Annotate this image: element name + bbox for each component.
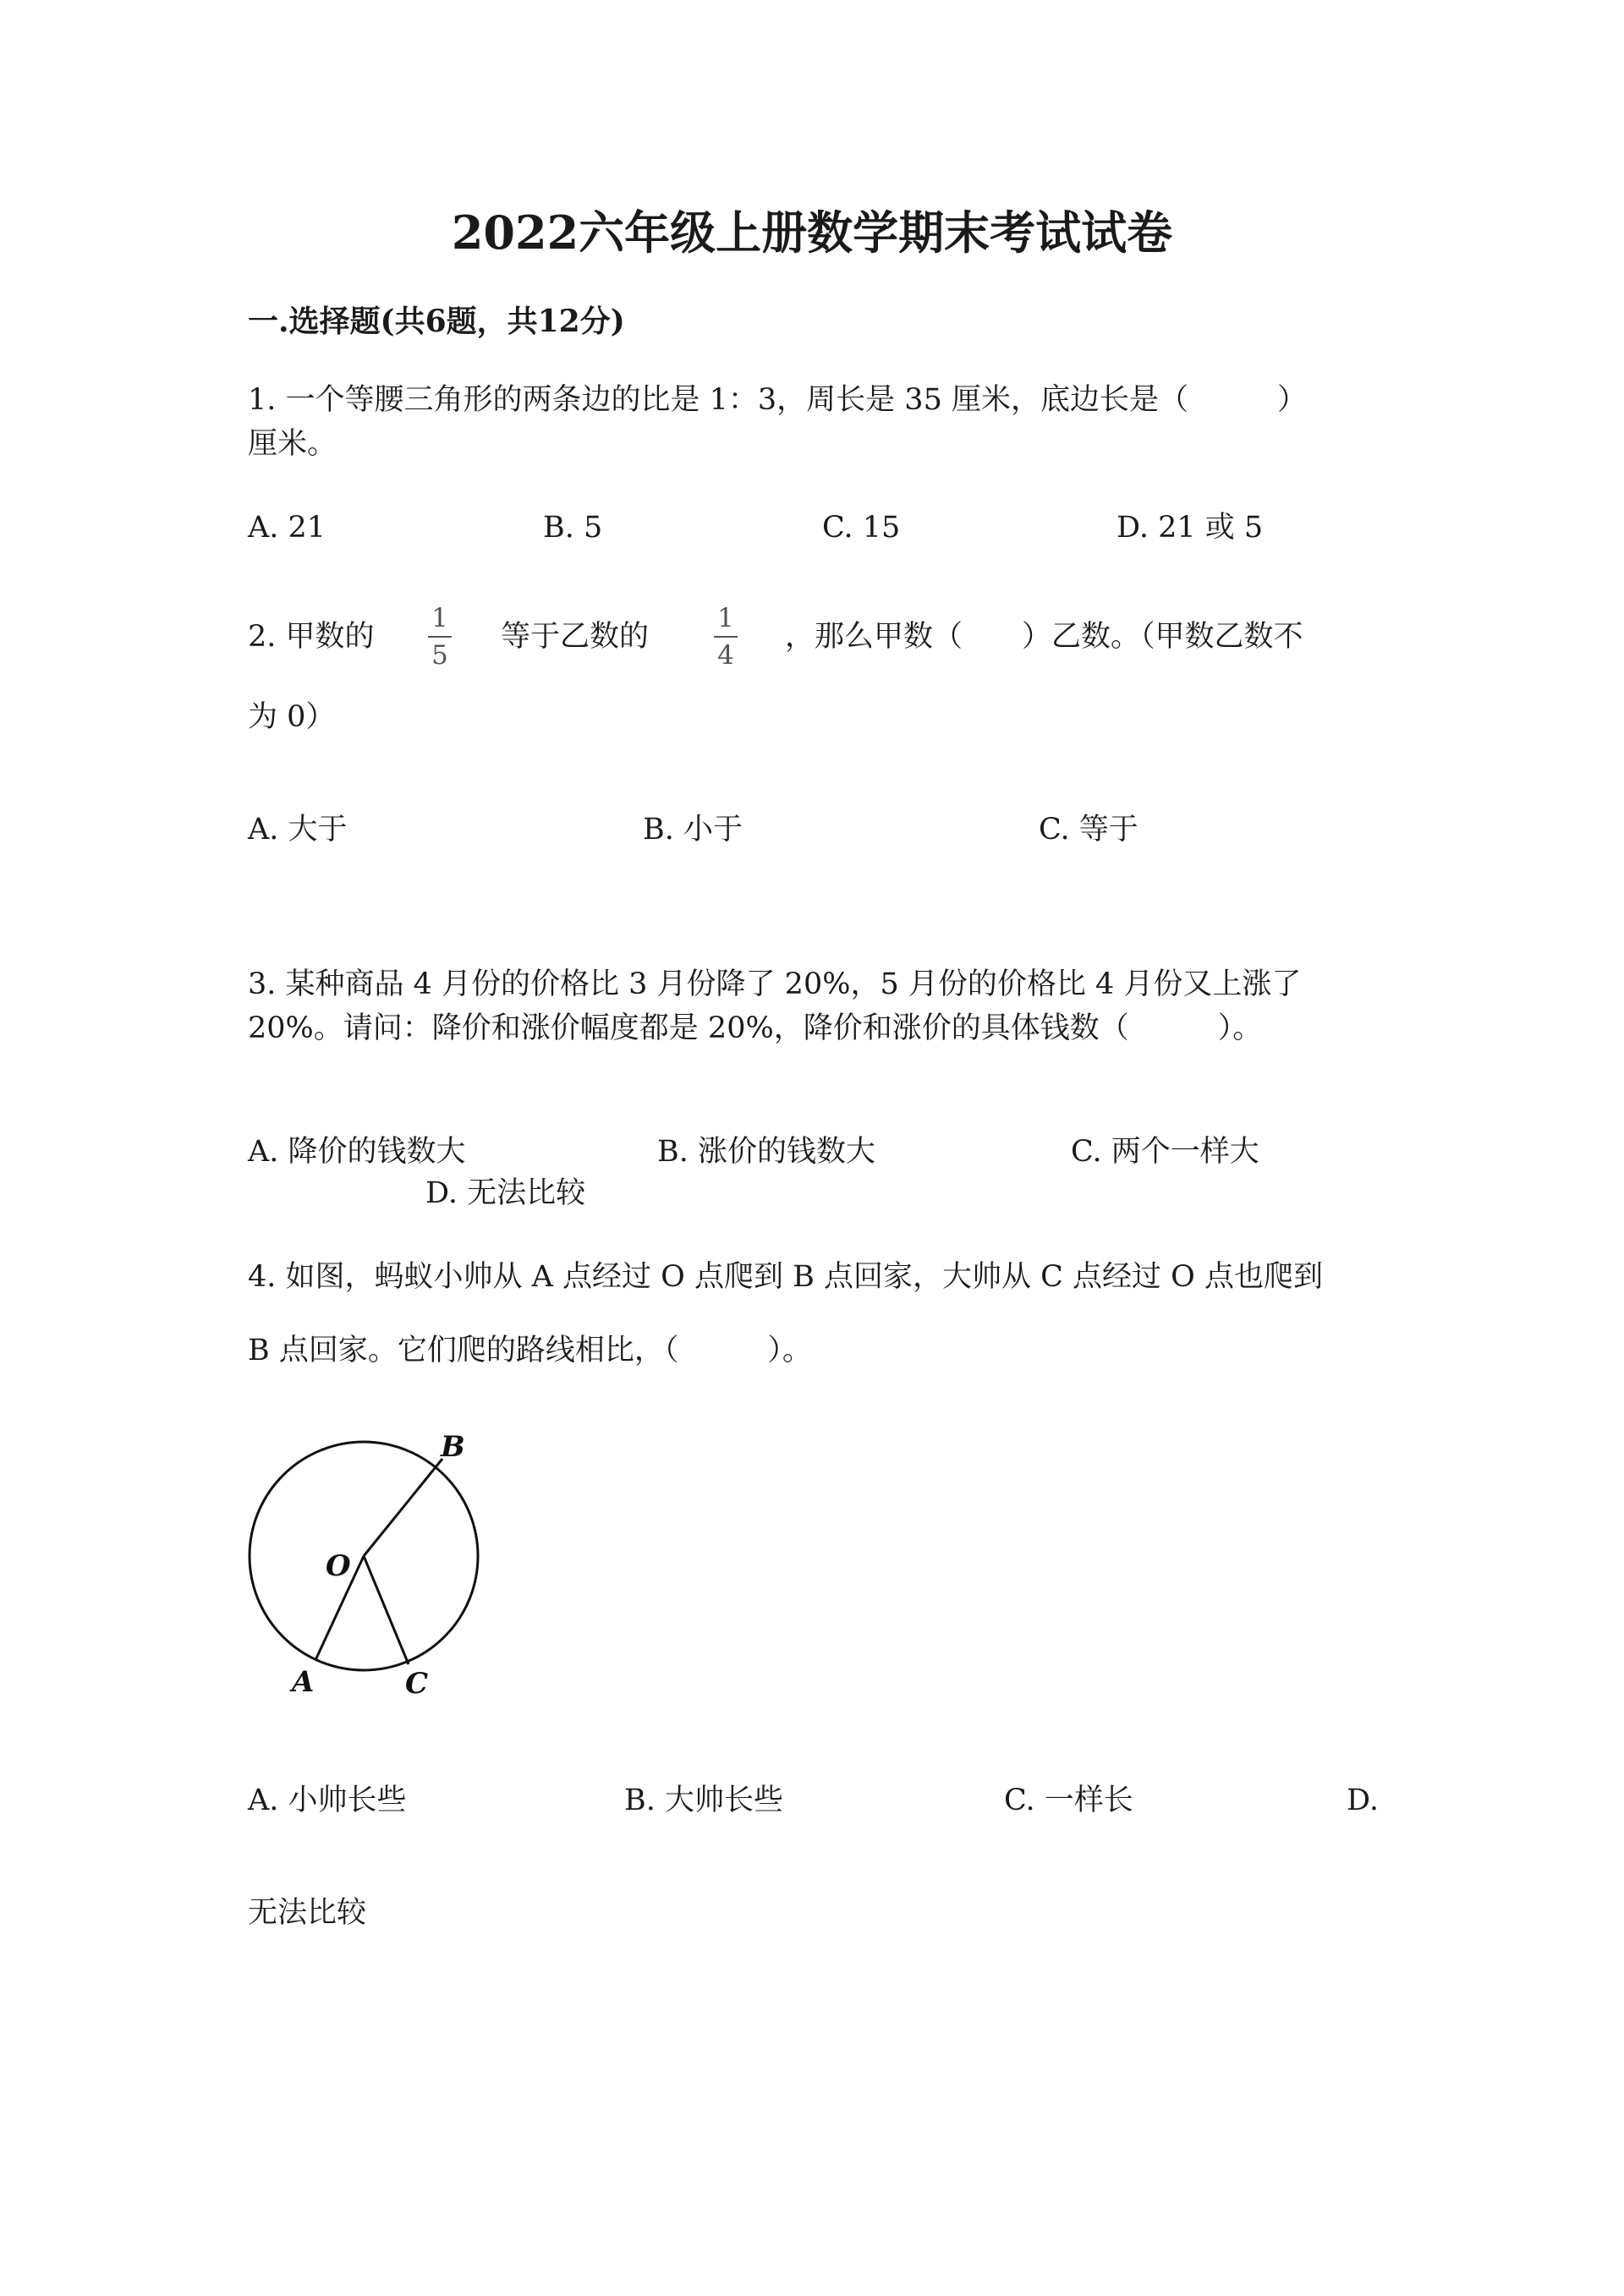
- label-a: A: [292, 1665, 315, 1699]
- q2-option-b: B. 小于: [643, 813, 743, 847]
- q1-line1: 1. 一个等腰三角形的两条边的比是 1：3，周长是 35 厘米，底边长是（ ）: [248, 383, 1307, 417]
- q4-option-a: A. 小帅长些: [248, 1784, 407, 1817]
- q4-option-d: D.: [1347, 1784, 1379, 1817]
- q1-option-b: B. 5: [543, 511, 603, 545]
- q4-option-d-continued: 无法比较: [248, 1896, 367, 1930]
- q4-option-b: B. 大帅长些: [624, 1784, 783, 1817]
- circle-figure: [239, 1429, 493, 1708]
- q3-option-c: C. 两个一样大: [1071, 1135, 1259, 1169]
- q3-line1: 3. 某种商品 4 月份的价格比 3 月份降了 20%，5 月份的价格比 4 月份又上涨了: [248, 967, 1302, 1001]
- q4-option-c: C. 一样长: [1004, 1784, 1133, 1817]
- q3-option-d: D. 无法比较: [425, 1176, 586, 1210]
- q2-part2: 等于乙数的: [501, 620, 650, 654]
- segment-oc: [364, 1556, 409, 1664]
- q1-option-c: C. 15: [822, 511, 901, 545]
- q1-option-d: D. 21 或 5: [1116, 511, 1264, 545]
- q2-part3: ，那么甲数（ ）乙数。（甲数乙数不: [785, 620, 1303, 654]
- q1-line2: 厘米。: [248, 427, 337, 461]
- q4-line2: B 点回家。它们爬的路线相比，（ ）。: [248, 1334, 812, 1367]
- label-b: B: [441, 1430, 465, 1464]
- label-o: O: [326, 1549, 351, 1583]
- q2-fraction-1: [423, 602, 457, 671]
- fraction-bar: [428, 636, 452, 638]
- label-c: C: [405, 1667, 429, 1701]
- fraction-numerator: 1: [717, 603, 734, 633]
- q1-option-a: A. 21: [248, 511, 326, 545]
- circle-diagram: [239, 1429, 493, 1708]
- fraction-denominator: 5: [431, 640, 448, 671]
- q4-line1: 4. 如图，蚂蚁小帅从 A 点经过 O 点爬到 B 点回家，大帅从 C 点经过 O 点也爬到: [248, 1260, 1323, 1294]
- fraction-bar: [714, 636, 738, 638]
- q2-part1: 2. 甲数的: [248, 620, 375, 654]
- fraction-denominator: 4: [717, 640, 734, 671]
- segment-ob: [364, 1459, 442, 1556]
- page-title: 2022六年级上册数学期末考试试卷: [451, 205, 1173, 260]
- fraction-numerator: 1: [431, 603, 448, 633]
- q3-line2: 20%。请问：降价和涨价幅度都是 20%，降价和涨价的具体钱数（ ）。: [248, 1011, 1263, 1045]
- q2-line2: 为 0）: [248, 700, 336, 734]
- section-heading: 一.选择题(共6题，共12分): [248, 304, 625, 339]
- q3-option-a: A. 降价的钱数大: [248, 1135, 466, 1169]
- q2-fraction-2: [709, 602, 743, 671]
- q3-option-b: B. 涨价的钱数大: [657, 1135, 875, 1169]
- q2-option-a: A. 大于: [248, 813, 348, 847]
- q2-option-c: C. 等于: [1039, 813, 1138, 847]
